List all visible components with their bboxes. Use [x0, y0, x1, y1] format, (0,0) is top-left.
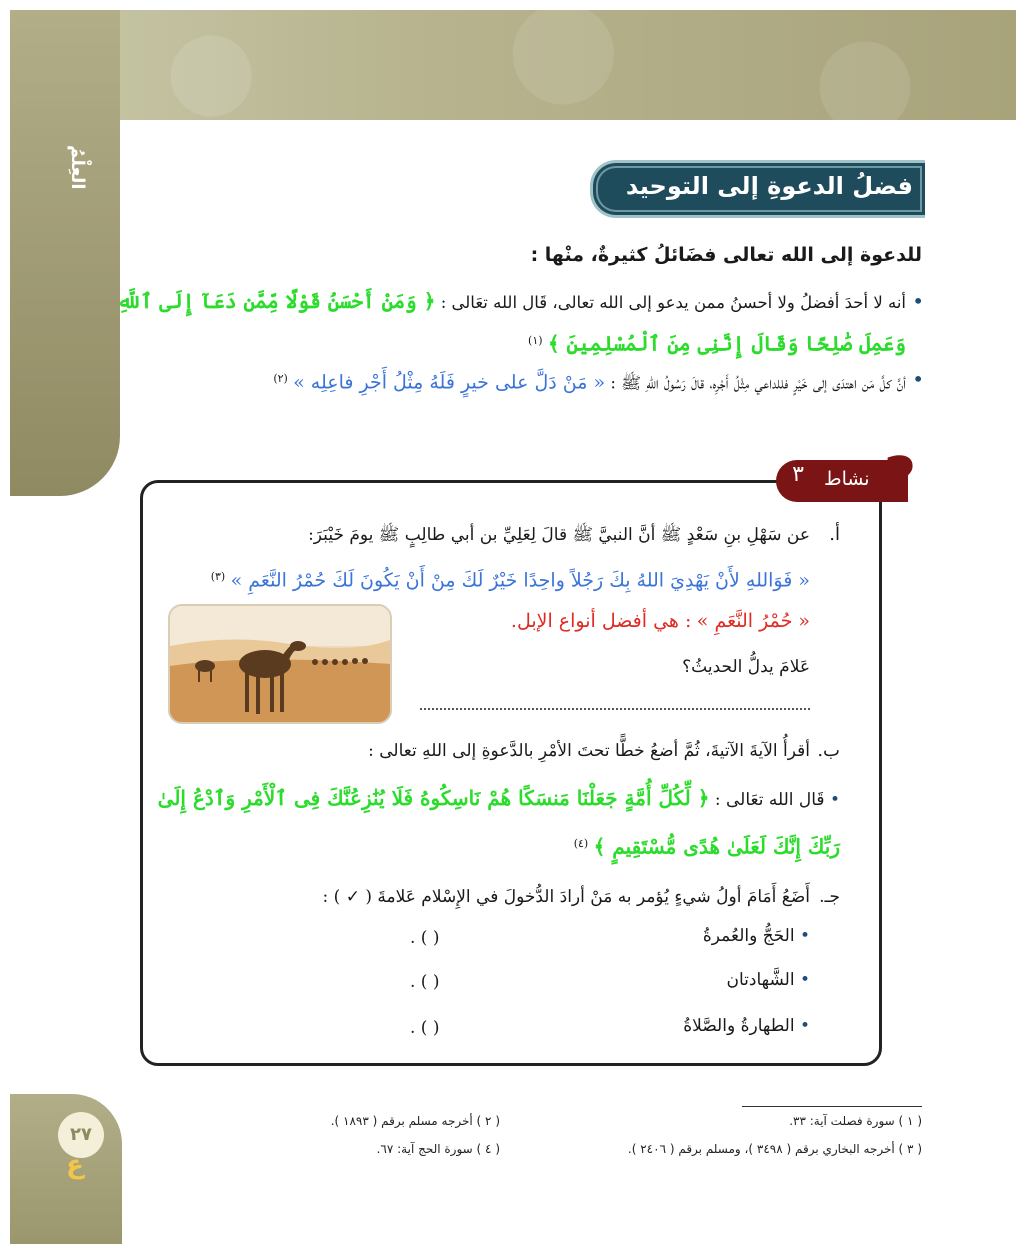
option-bullet-icon: • [799, 1016, 810, 1036]
option-label: الحَجُّ والعُمرةُ [702, 926, 795, 946]
page-number: ٢٧ [58, 1112, 104, 1158]
option-label: الطهارةُ والصَّلاةُ [683, 1016, 795, 1036]
part-b-ref: (٤) [573, 837, 589, 850]
option-checkbox[interactable]: ( ) . [410, 1018, 440, 1038]
unit-title: العِلْمُ [67, 145, 88, 190]
activity-label: نشاط [824, 468, 870, 490]
bullet-hadith-reward [116, 360, 906, 403]
option-row [703, 926, 810, 946]
option-checkbox[interactable]: ( ) . [410, 972, 440, 992]
part-b-verse-block [150, 776, 840, 871]
part-a-hadith: « فَوَاللهِ لأَنْ يَهْدِيَ اللهُ بِكَ رَجُلاً واحِدًا خَيْرٌ لَكَ مِنْ أَنْ يَكُونَ لَكَ حُمْرُ النَّعَمِ » [230, 569, 810, 592]
bullet2-ref: (٢) [273, 372, 288, 385]
option-label: الشَّهادتان [726, 970, 795, 990]
bullet2-text: أنَّ كلَّ مَن اهتدَى إلى خَيْرٍ فللداعي مِثْلُ أَجْرِه، قالَ رَسُولُ اللهِ ﷺ : [610, 373, 906, 393]
option-checkbox[interactable]: ( ) . [410, 928, 440, 948]
part-a-question: عَلامَ يدلُّ الحديثُ؟ [682, 657, 810, 677]
part-a-term: « حُمْرُ النَّعَمِ » [696, 610, 810, 632]
bullet-verse-virtue [116, 282, 906, 365]
part-a-letter: أ. [829, 524, 840, 545]
side-decorative-band [10, 10, 120, 496]
part-b-verse: ﴿ لِّكُلِّ أُمَّةٍ جَعَلْنَا مَنسَكًا هُمْ نَاسِكُوهُ فَلَا يُنَٰزِعُنَّكَ فِى ٱلْأَمْرِ وَٱدْعُ إِلَىٰ رَبِّكَ إِنَّكَ لَعَلَىٰ هُدًى مُّسْتَقِيمٍ ﴾ [157, 786, 840, 859]
option-bullet-icon: • [799, 926, 810, 946]
top-decorative-band [10, 10, 1016, 120]
answer-line[interactable] [420, 706, 810, 710]
footnote-divider [742, 1106, 922, 1107]
bullet2-hadith: « مَنْ دَلَّ على خيرٍ فَلَهُ مِثْلُ أَجْرِ فاعِلِه » [293, 371, 606, 394]
part-b-instruction: أقرأُ الآيةَ الآتيةَ، ثُمَّ أضعُ خطًّا تحتَ الأمْرِ بالدَّعوةِ إلى اللهِ تعالى : [368, 741, 810, 761]
section-title-banner [590, 160, 925, 218]
footnote-3: ( ٣ ) أخرجه البخاري برقم ( ٣٤٩٨ )، ومسلم برقم ( ٢٤٠٦ ). [627, 1142, 922, 1156]
footnote-1: ( ١ ) سورة فصلت آية: ٣٣. [789, 1114, 922, 1128]
bullet1-verse: ﴿ وَمَنْ أَحْسَنُ قَوْلًا مِّمَّن دَعَآ إِلَى ٱللَّهِ وَعَمِلَ صَٰلِحًا وَقَالَ إِنَّنِى مِنَ ٱلْمُسْلِمِينَ ﴾ [117, 289, 906, 356]
part-a-hadith-line [130, 560, 810, 599]
activity-number: ٣ [792, 462, 804, 487]
camel-illustration [170, 606, 390, 722]
part-c-letter: جـ. [819, 887, 840, 907]
intro-text: للدعوة إلى الله تعالى فضَائلُ كثيرةٌ، منْها : [530, 244, 922, 266]
footnote-2: ( ٢ ) أخرجه مسلم برقم ( ١٨٩٣ ). [330, 1114, 500, 1128]
part-b-lead: قَال الله تعَالى : [714, 790, 825, 810]
section-title: فضلُ الدعوةِ إلى التوحيد [625, 172, 913, 200]
part-c-instruction: أَضَعُ أَمَامَ أولُ شيءٍ يُؤمر به مَنْ أرادَ الدُّخولَ في الإِسْلام عَلامةَ ( ✓ ) : [322, 887, 810, 907]
publisher-logo-icon: ع [66, 1150, 84, 1180]
part-a-intro: عن سَهْلِ بنِ سَعْدٍ ﷺ أنَّ النبيَّ ﷺ قالَ لِعَلِيِّ بن أبي طالِبٍ ﷺ يومَ خَيْبَرَ: [308, 525, 810, 545]
camel-photo [168, 604, 392, 724]
part-b-bullet-icon: • [829, 790, 840, 810]
bullet1-ref: (١) [528, 334, 543, 347]
part-b-letter: ب. [817, 740, 840, 761]
question-mark-icon: ? [883, 446, 917, 511]
footnote-4: ( ٤ ) سورة الحج آية: ٦٧. [376, 1142, 500, 1156]
option-row [683, 1016, 810, 1036]
bullet1-text: أنه لا أحدَ أفضلُ ولا أحسنُ ممن يدعو إلى الله تعالى، قَال الله تعَالى : [440, 293, 906, 312]
option-row [727, 970, 811, 990]
option-bullet-icon: • [799, 970, 810, 990]
part-a-ref: (٣) [210, 570, 226, 583]
part-a-term-line [511, 604, 810, 639]
part-a-term-def: : هي أفضل أنواع الإبل. [510, 610, 692, 632]
